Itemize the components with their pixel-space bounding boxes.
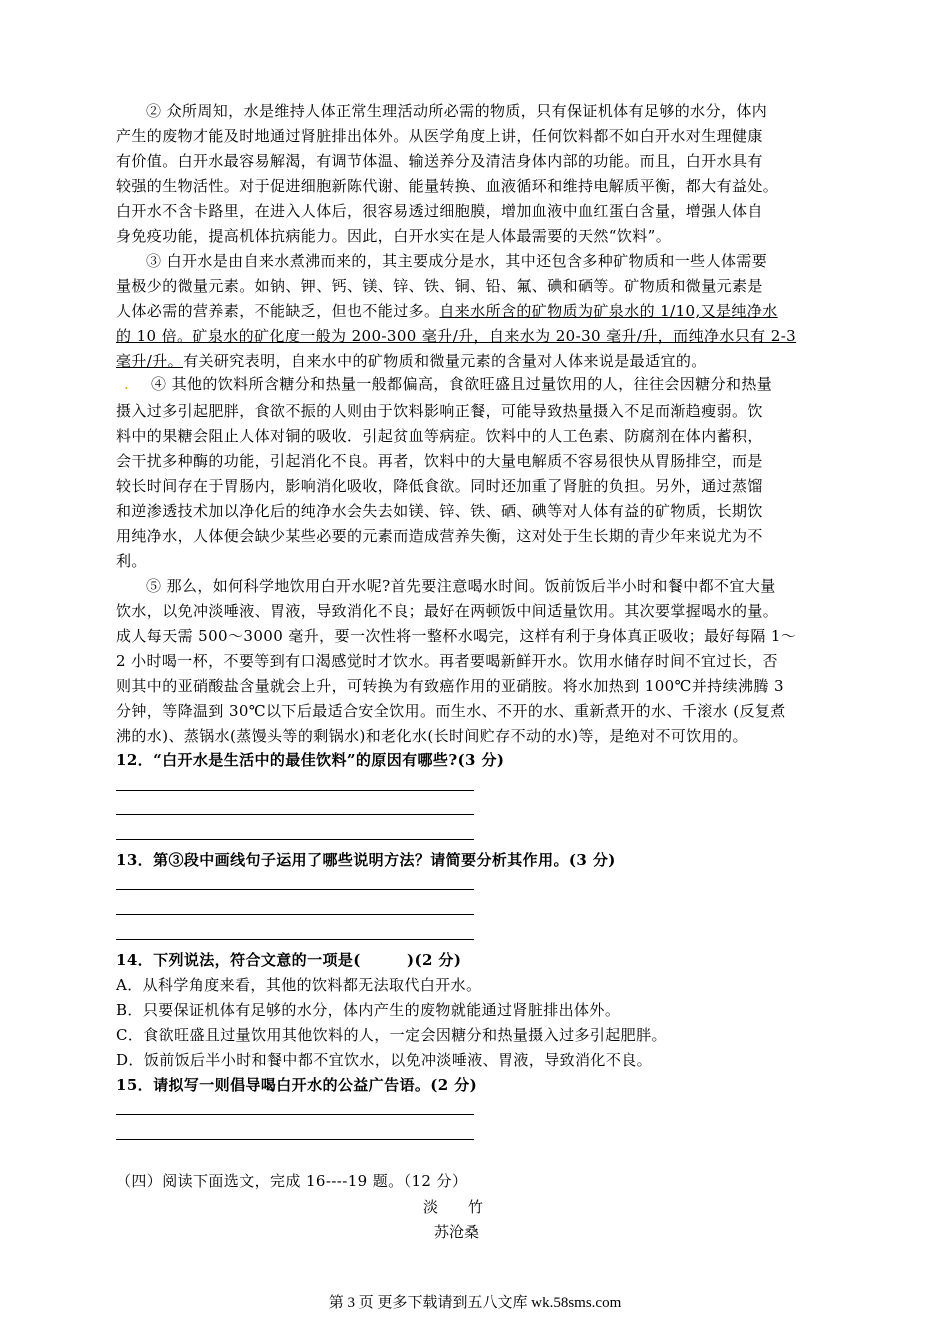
p5-line-5: 则其中的亚硝酸盐含量就会上升，可转换为有致癌作用的亚硝胺。将水加热到 100℃并持续沸腾 3 <box>116 677 784 695</box>
question-14-option-b: B．只要保证机体有足够的水分，体内产生的废物就能通过肾脏排出体外。 <box>116 1001 621 1019</box>
p4-line-8: 利。 <box>116 552 147 570</box>
p3-line-3-plain: 人体必需的营养素，不能缺乏，但也不能过多。 <box>116 302 440 320</box>
p4-line-4: 会干扰多种酶的功能，引起消化不良。再者，饮料中的大量电解质不容易很快从胃肠排空，而是 <box>116 452 763 470</box>
p2-line-5: 白开水不含卡路里，在进入人体后，很容易透过细胞膜，增加血液中血红蛋白含量，增强人体自 <box>116 202 763 220</box>
p3-line-1: ③ 白开水是由自来水煮沸而来的，其主要成分是水，其中还包含多种矿物质和一些人体需要 <box>146 252 768 270</box>
p3-underlined-sentence-b: 的 10 倍。矿泉水的矿化度一般为 200-300 毫升/升，自来水为 20-30 毫升/升，而纯净水只有 2-3 <box>116 327 797 345</box>
p2-line-3: 有价值。白开水最容易解渴，有调节体温、输送养分及清洁身体内部的功能。而且，白开水具有 <box>116 152 763 170</box>
p4-line-7: 用纯净水，人体便会缺少某些必要的元素而造成营养失衡，这对处于生长期的青少年来说尤为不 <box>116 527 763 545</box>
p5-line-6: 分钟，等降温到 30℃以下后最适合安全饮用。而生水、不开的水、重新煮开的水、千滚水 (反复煮 <box>116 702 786 720</box>
question-14-option-d: D．饭前饭后半小时和餐中都不宜饮水，以免冲淡唾液、胃液，导致消化不良。 <box>116 1051 653 1069</box>
question-14-option-c: C．食欲旺盛且过量饮用其他饮料的人，一定会因糖分和热量摄入过多引起肥胖。 <box>116 1026 667 1044</box>
question-14: 14．下列说法，符合文意的一项是( )(2 分) <box>116 951 462 969</box>
p4-line-2: 摄入过多引起肥胖，食欲不振的人则由于饮料影响正餐，可能导致热量摄入不足而渐趋瘦弱。饮 <box>116 402 763 420</box>
p2-line-4: 较强的生物活性。对于促进细胞新陈代谢、能量转换、血液循环和维持电解质平衡，都大有益处。 <box>116 177 779 195</box>
p4-line-6: 和逆渗透技术加以净化后的纯净水会失去如镁、锌、铁、硒、碘等对人体有益的矿物质，长期饮 <box>116 502 763 520</box>
answer-line[interactable] <box>116 1114 474 1115</box>
p3-line-5-plain: 有关研究表明，自来水中的矿物质和微量元素的含量对人体来说是最适宜的。 <box>183 352 707 370</box>
p4-line-3: 料中的果糖会阻止人体对铜的吸收．引起贫血等病症。饮料中的人工色素、防腐剂在体内蓄积， <box>116 427 763 445</box>
question-15: 15．请拟写一则倡导喝白开水的公益广告语。(2 分) <box>116 1076 478 1094</box>
answer-line[interactable] <box>116 914 474 915</box>
p5-line-2: 饮水，以免冲淡唾液、胃液，导致消化不良；最好在两顿饭中间适量饮用。其次要掌握喝水的量。 <box>116 602 779 620</box>
question-14-option-a: A．从科学角度来看，其他的饮料都无法取代白开水。 <box>116 976 482 994</box>
p3-line-5 <box>116 351 707 371</box>
p2-line-1: ② 众所周知，水是维持人体正常生理活动所必需的物质，只有保证机体有足够的水分，体内 <box>146 102 768 120</box>
answer-line[interactable] <box>116 790 474 791</box>
p4-marker-dot: . <box>124 375 130 393</box>
p5-line-4: 2 小时喝一杯，不要等到有口渴感觉时才饮水。再者要喝新鲜开水。饮用水储存时间不宜过长，否 <box>116 652 778 670</box>
p5-line-3: 成人每天需 500～3000 毫升，要一次性将一整杯水喝完，这样有利于身体真正吸收；最好每隔 1～ <box>116 627 797 645</box>
p3-line-3 <box>116 301 778 321</box>
question-13: 13．第③段中画线句子运用了哪些说明方法？请简要分析其作用。(3 分) <box>116 851 616 869</box>
essay-author: 苏沧桑 <box>434 1223 480 1241</box>
answer-line[interactable] <box>116 814 474 815</box>
p4-line-5: 较长时间存在于胃肠内，影响消化吸收，降低食欲。同时还加重了肾脏的负担。另外，通过蒸馏 <box>116 477 763 495</box>
answer-line[interactable] <box>116 939 474 940</box>
p5-line-1: ⑤ 那么，如何科学地饮用白开水呢?首先要注意喝水时间。饭前饭后半小时和餐中都不宜大量 <box>146 577 776 595</box>
p3-line-2: 量极少的微量元素。如钠、钾、钙、镁、锌、铁、铜、铅、氟、碘和硒等。矿物质和微量元素是 <box>116 277 763 295</box>
answer-line[interactable] <box>116 889 474 890</box>
question-12: 12．“白开水是生活中的最佳饮料”的原因有哪些?(3 分) <box>116 751 505 769</box>
essay-title: 淡 竹 <box>423 1198 484 1216</box>
section-4-heading: （四）阅读下面选文，完成 16----19 题。（12 分） <box>116 1172 468 1190</box>
p2-line-6: 身免疫功能，提高机体抗病能力。因此，白开水实在是人体最需要的天然“饮料”。 <box>116 227 672 245</box>
p3-underlined-sentence-a: 自来水所含的矿物质为矿泉水的 1/10,又是纯净水 <box>439 302 778 320</box>
p5-line-7: 沸的水)、蒸锅水(蒸馒头等的剩锅水)和老化水(长时间贮存不动的水)等，是绝对不可饮用的。 <box>116 727 748 745</box>
p4-line-1: ④ 其他的饮料所含糖分和热量一般都偏高，食欲旺盛且过量饮用的人，往往会因糖分和热量 <box>151 375 773 393</box>
p2-line-2: 产生的废物才能及时地通过肾脏排出体外。从医学角度上讲，任何饮料都不如白开水对生理健康 <box>116 127 763 145</box>
answer-line[interactable] <box>116 1139 474 1140</box>
page-footer: 第 3 页 更多下载请到五八文库 wk.58sms.com <box>328 1295 622 1311</box>
p3-underlined-sentence-c: 毫升/升。 <box>116 352 184 370</box>
answer-line[interactable] <box>116 839 474 840</box>
